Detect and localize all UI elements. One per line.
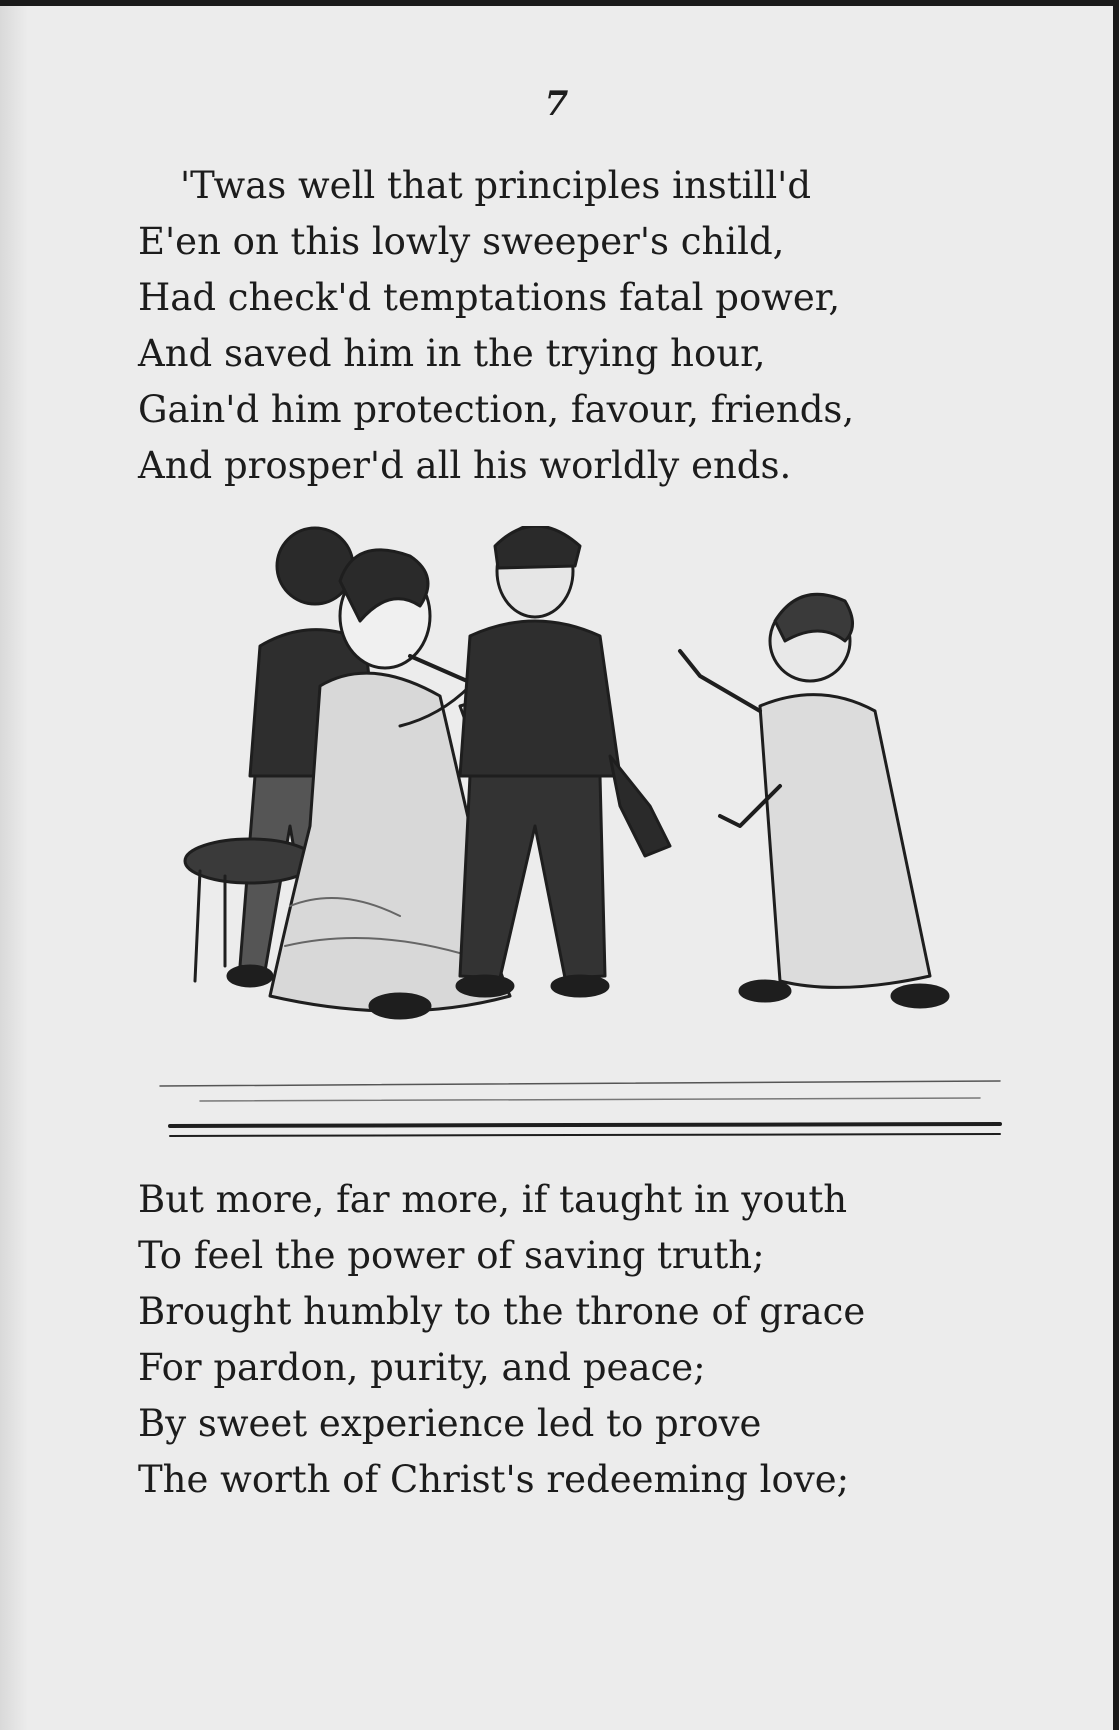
verse-line: Gain'd him protection, favour, friends,: [138, 388, 855, 431]
verse-line: For pardon, purity, and peace;: [138, 1346, 706, 1389]
verse-line: By sweet experience led to prove: [138, 1402, 762, 1445]
page-fold-shadow: [0, 6, 28, 1730]
verse-line: The worth of Christ's redeeming love;: [138, 1458, 850, 1501]
verse-line: And saved him in the trying hour,: [138, 332, 766, 375]
stanza-second: [138, 1172, 865, 1508]
verse-line: Brought humbly to the throne of grace: [138, 1290, 866, 1333]
verse-line: To feel the power of saving truth;: [138, 1234, 765, 1277]
verse-line: But more, far more, if taught in youth: [138, 1178, 848, 1221]
verse-line: And prosper'd all his worldly ends.: [138, 444, 792, 487]
small-child-figure: [680, 594, 948, 1007]
verse-line: 'Twas well that principles instill'd: [180, 164, 812, 207]
stanza-first: [138, 158, 854, 494]
verse-line: Had check'd temptations fatal power,: [138, 276, 841, 319]
woodcut-illustration-icon: [140, 526, 1010, 1146]
verse-line: E'en on this lowly sweeper's child,: [138, 220, 785, 263]
page-number: 7: [544, 84, 569, 124]
chimney-sweep-boy-figure: [457, 526, 670, 996]
